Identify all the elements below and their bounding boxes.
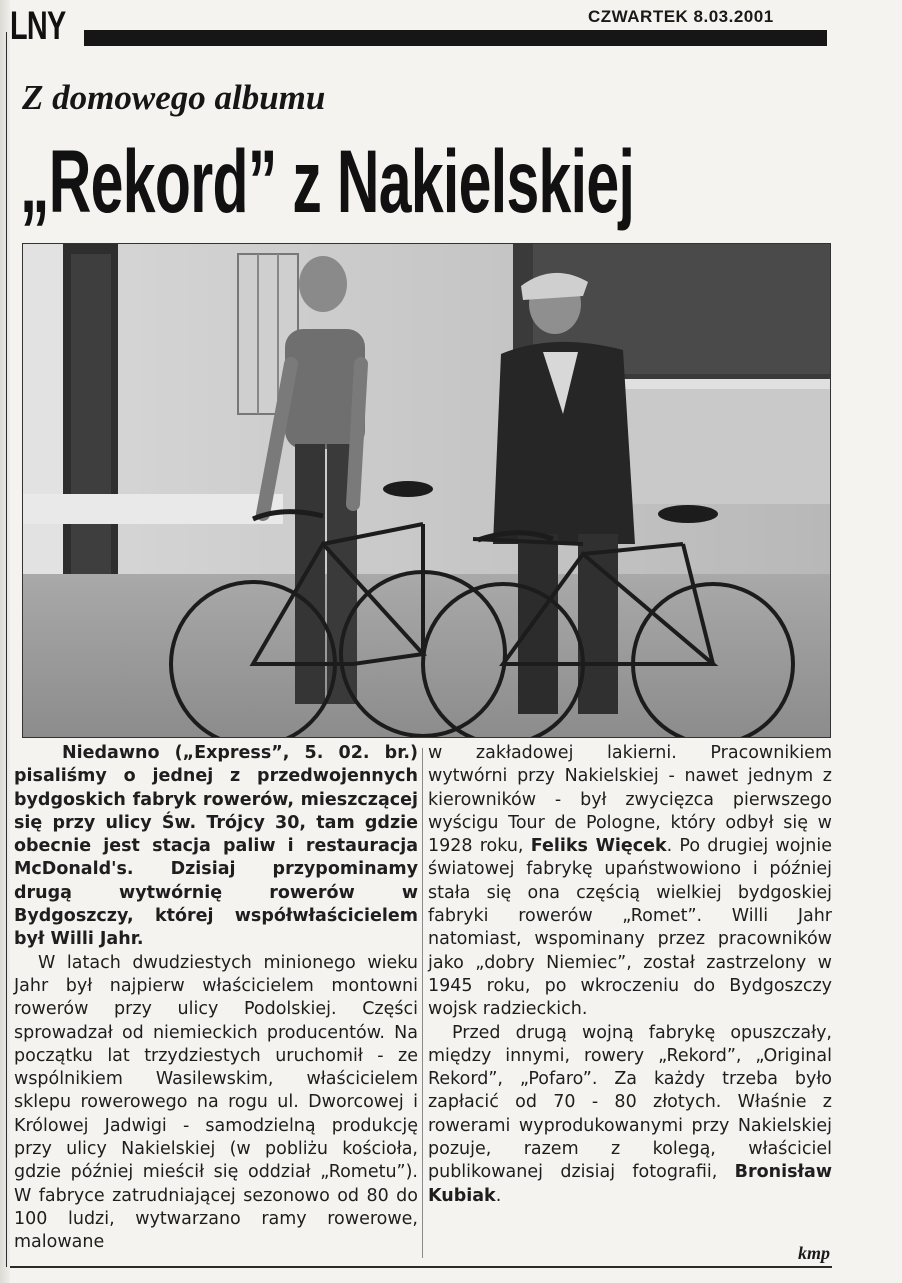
person-name-bold: Bronisław Kubiak bbox=[428, 1162, 832, 1206]
masthead-bar bbox=[84, 30, 827, 46]
issue-date: CZWARTEK 8.03.2001 bbox=[588, 7, 774, 26]
paragraph-text: Przed drugą wojną fabrykę opuszczały, między innymi, rowery „Rekord”, „Original Rekord”, „Pofaro”. Za każdy trzeba było zapłacić od 70 - 80 złotych. Właśnie z rowerami wyprodukowanymi przy Nakielskiej pozuje, razem z kolegą, właściciel publikowanej dzisiaj fotografii, bbox=[428, 1022, 832, 1183]
article-paragraph bbox=[428, 1022, 832, 1208]
paragraph-text: w zakładowej lakierni. Pracownikiem wytwórni przy Nakielskiej - nawet jednym z kierowników - był zwycięzca pierwszego wyścigu Tour de Pologne, który odbył się w 1928 roku, bbox=[428, 743, 832, 857]
page-left-edge bbox=[0, 0, 10, 1283]
article-column-left bbox=[14, 742, 418, 1255]
article-headline: „Rekord” z Nakielskiej bbox=[20, 131, 635, 231]
bicycle-riders-photo bbox=[22, 243, 831, 738]
paragraph-text: . bbox=[495, 1185, 502, 1206]
person-name-bold: Feliks Więcek bbox=[530, 836, 667, 857]
column-divider bbox=[422, 748, 423, 1258]
paragraph-text: . Po drugiej wojnie światowej fabrykę upaństwowiono i później stała się ona częścią wielkiej bydgoskiej fabryki rowerów „Romet”. Willi Jahr natomiast, wspominany przez pracowników jako „dobry Niemiec”, został zastrzelony w 1945 roku, po wkroczeniu do Bydgoszczy wojsk radzieckich. bbox=[428, 836, 832, 1020]
article-column-right bbox=[428, 742, 832, 1208]
article-paragraph: W latach dwudziestych minionego wieku Jahr był najpierw właścicielem montowni rowerów przy ulicy Podolskiej. Części sprowadzał od niemieckich producentów. Na początku lat trzydziestych uruchomił - ze wspólnikiem Wasilewskim, właścicielem sklepu rowerowego na rogu ul. Dworcowej i Królowej Jadwigi - samodzielną produkcję przy ulicy Nakielskiej (w pobliżu kościoła, gdzie później mieścił się oddział „Rometu”). W fabryce zatrudniającej sezonowo od 80 do 100 ludzi, wytwarzano ramy rowerowe, malowane bbox=[14, 952, 418, 1253]
bottom-rule bbox=[10, 1266, 832, 1268]
left-column-rule bbox=[6, 32, 7, 1267]
article-lead-paragraph: Niedawno („Express”, 5. 02. br.) pisaliśmy o jednej z przedwojennych bydgoskich fabryk rowerów, mieszczącej się przy ulicy Św. Trójcy 30, tam gdzie obecnie jest stacja paliw i restauracja McDonald's. Dzisiaj przypominamy drugą wytwórnię rowerów w Bydgoszczy, której współwłaścicielem był Willi Jahr. bbox=[14, 743, 418, 950]
article-kicker: Z domowego albumu bbox=[22, 78, 326, 117]
article-paragraph bbox=[428, 742, 832, 1022]
author-byline: kmp bbox=[797, 1243, 830, 1263]
section-name-fragment: LNY bbox=[10, 4, 66, 48]
